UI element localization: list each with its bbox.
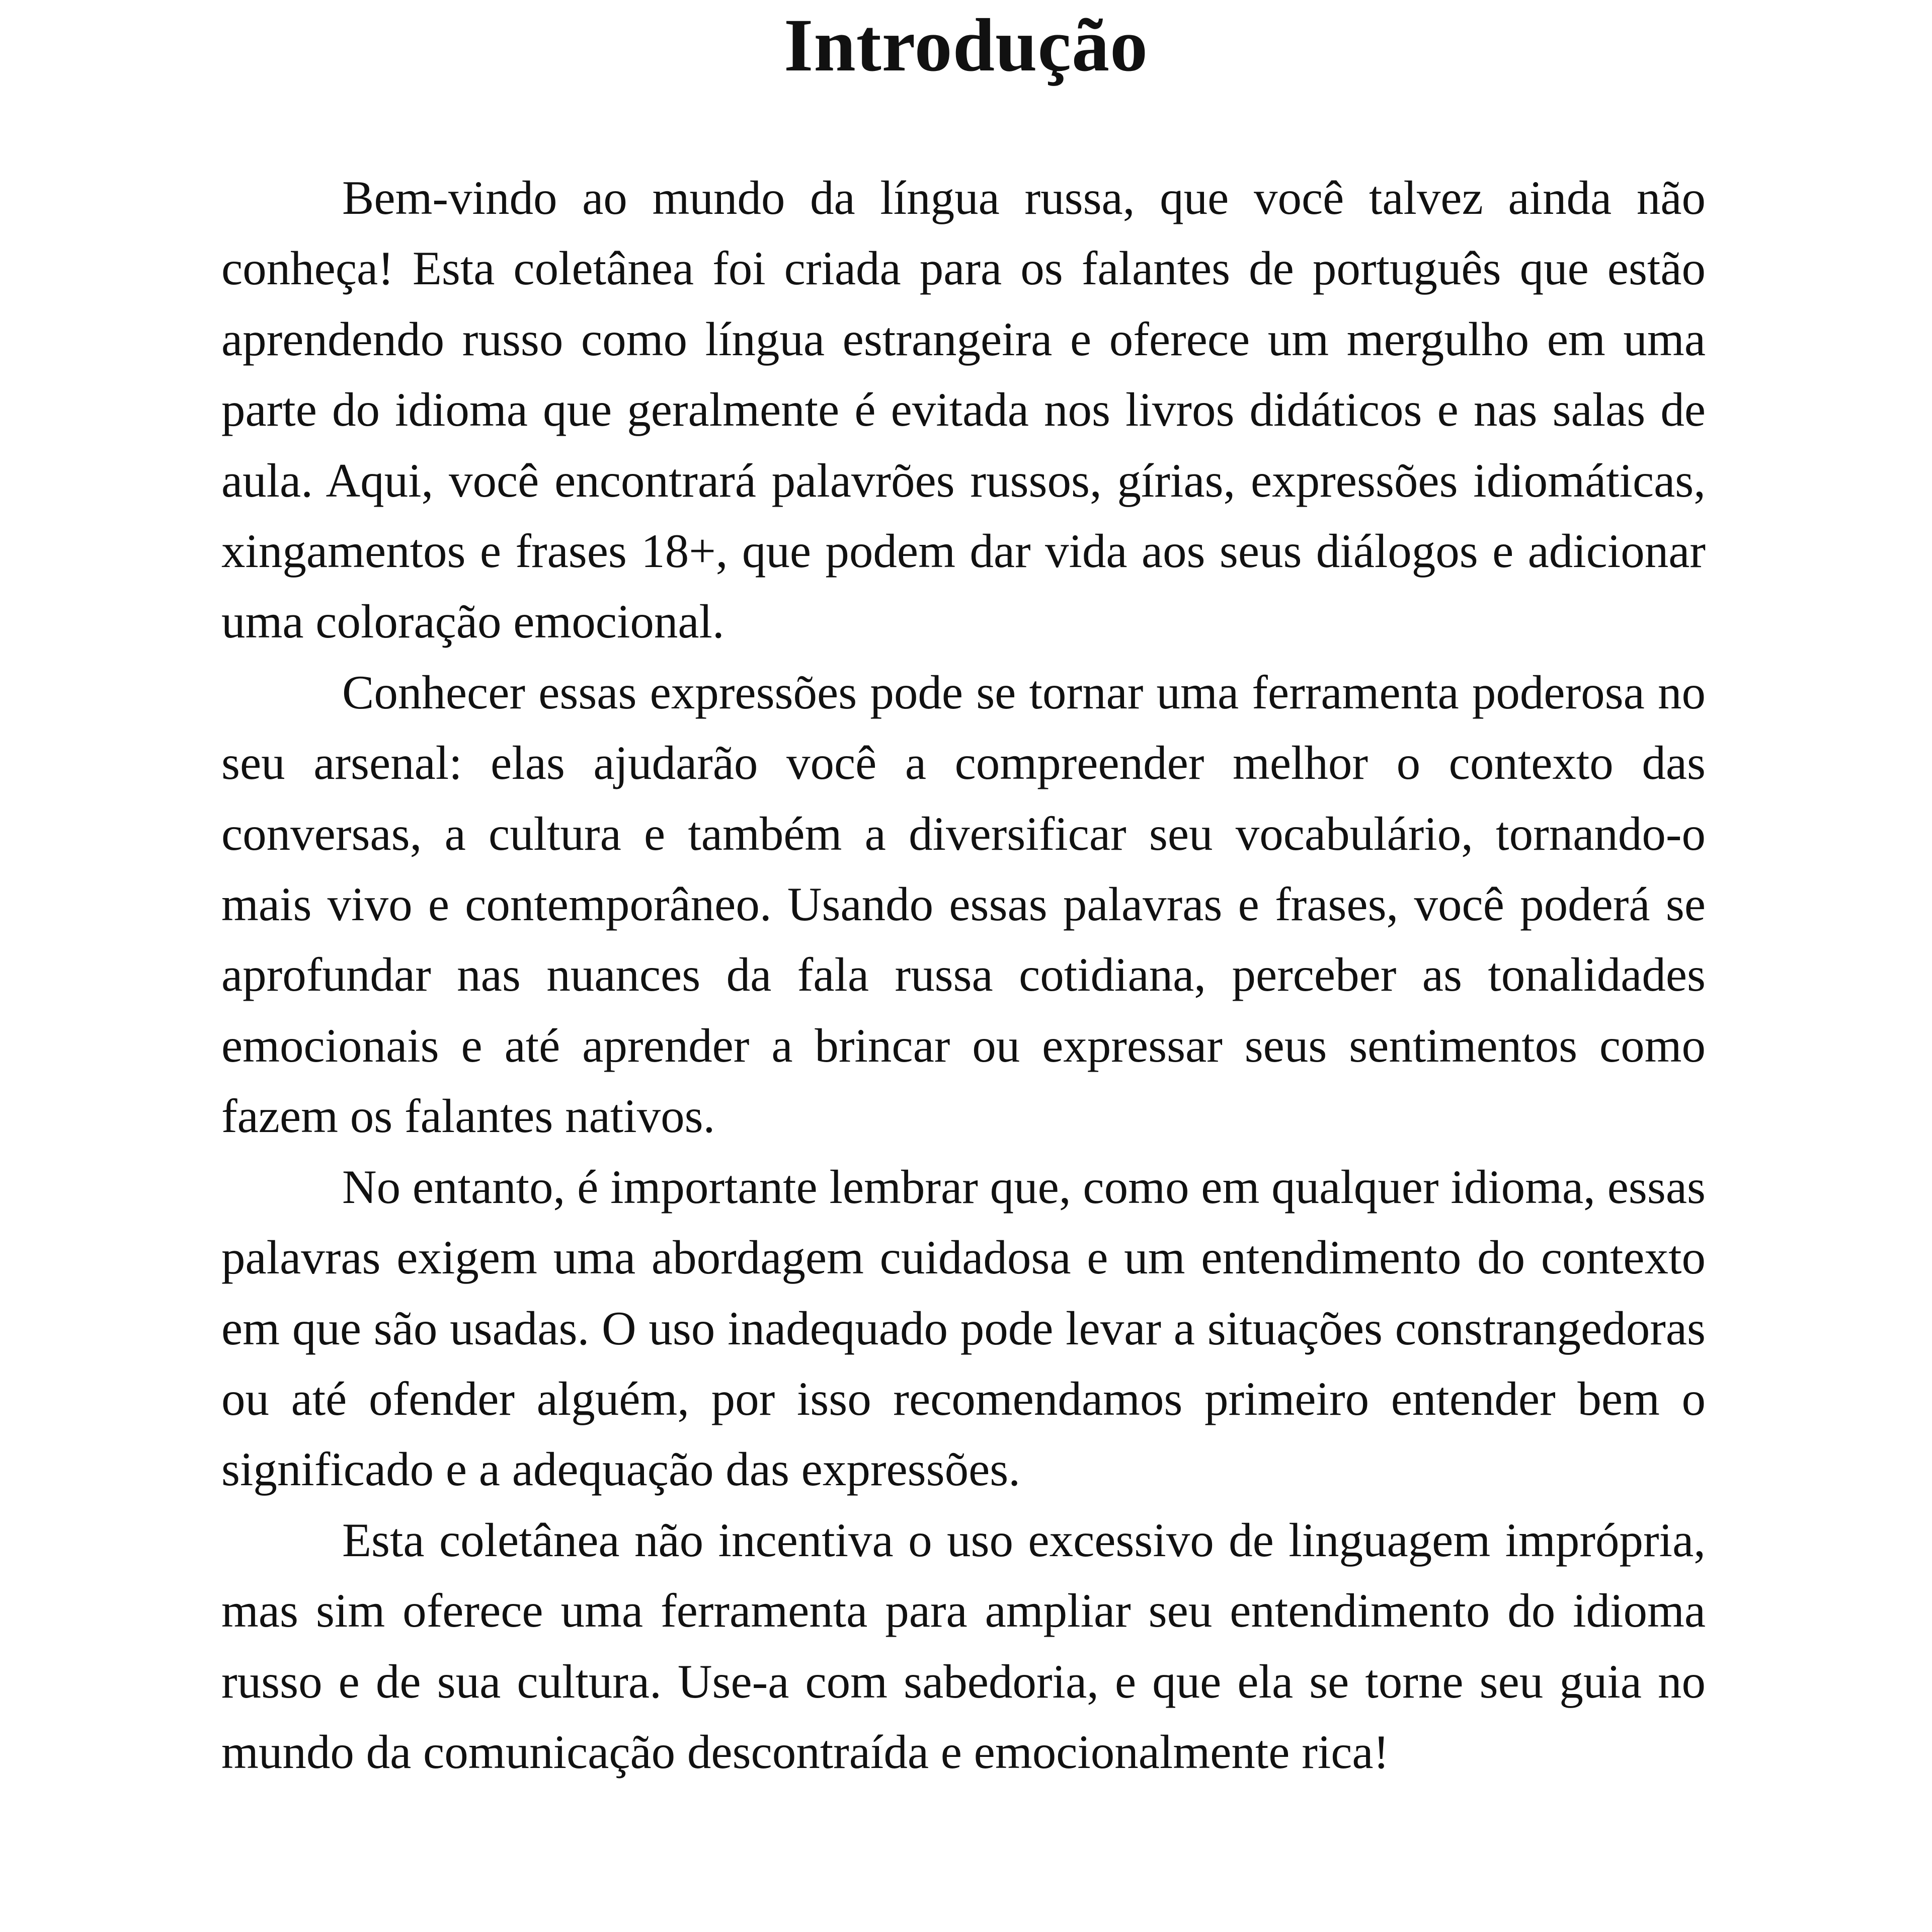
paragraph-4: Esta coletânea não incentiva o uso excessivo de linguagem imprópria, mas sim oferece uma ferramenta para ampliar seu entendimento do idioma russo e de sua cultura. Use-a com sabedoria, e que ela se torne seu guia no mundo da comunicação descontraída e emocionalmente rica! [221, 1513, 1706, 1779]
paragraph-1: Bem-vindo ao mundo da língua russa, que você talvez ainda não conheça! Esta coletânea foi criada para os falantes de português que estão aprendendo russo como língua estrangeira e oferece um mergulho em uma parte do idioma que geralmente é evitada nos livros didáticos e nas salas de aula. Aqui, você encontrará palavrões russos, gírias, expressões idiomáticas, xingamentos e frases 18+, que podem dar vida aos seus diálogos e adicionar uma coloração emocional. [221, 171, 1706, 649]
paragraph-3: No entanto, é importante lembrar que, como em qualquer idioma, essas palavras exigem uma abordagem cuidadosa e um entendimento do contexto em que são usadas. O uso inadequado pode levar a situações constrangedoras ou até ofender alguém, por isso recomendamos primeiro entender bem o significado e a adequação das expressões. [221, 1160, 1706, 1496]
page-title: Introdução [783, 4, 1149, 87]
paragraph-2: Conhecer essas expressões pode se tornar uma ferramenta poderosa no seu arsenal: elas ajudarão você a compreender melhor o contexto das conversas, a cultura e também a diversificar seu vocabulário, tornando-o mais vivo e contemporâneo. Usando essas palavras e frases, você poderá se aprofundar nas nuances da fala russa cotidiana, perceber as tonalidades emocionais e até aprender a brincar ou expressar seus sentimentos como fazem os falantes nativos. [221, 665, 1706, 1143]
body-text [221, 163, 1706, 1787]
